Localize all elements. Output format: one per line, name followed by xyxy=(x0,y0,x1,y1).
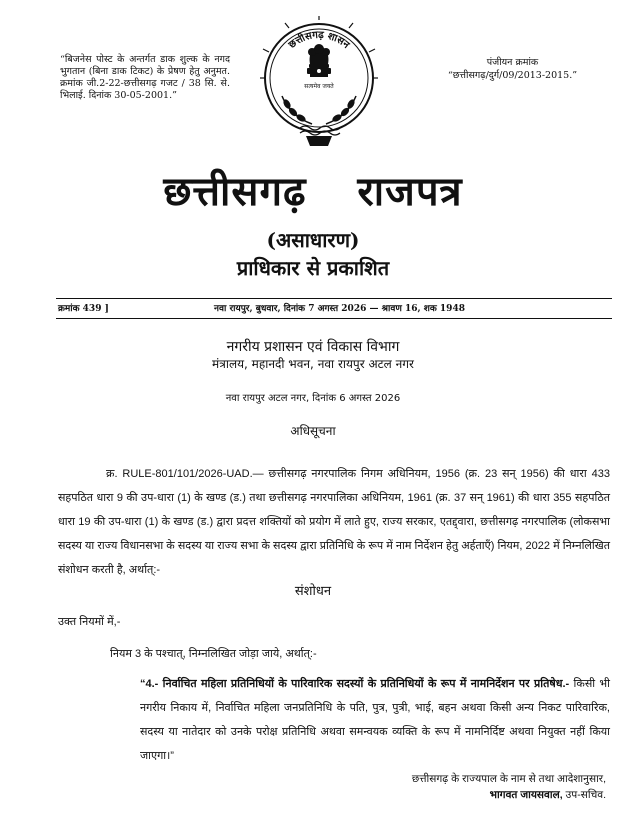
signatory-designation: उप-सचिव. xyxy=(565,789,606,801)
issue-number: क्रमांक 439 ] xyxy=(58,304,109,314)
emblem-motto: सत्यमेव जयते xyxy=(304,83,334,90)
insert-instruction: नियम 3 के पश्चात्, निम्नलिखित जोड़ा जाये, अर्थात्:- xyxy=(110,648,317,660)
bottom-divider xyxy=(56,318,612,319)
signatory-name: भागवत जायसवाल, xyxy=(489,789,563,801)
rules-intro: उक्त नियमों में,- xyxy=(58,616,121,628)
order-line: छत्तीसगढ़ के राज्यपाल के नाम से तथा आदेशानुसार, xyxy=(411,773,606,785)
department-name: नगरीय प्रशासन एवं विकास विभाग xyxy=(226,339,400,355)
issue-row xyxy=(58,302,610,316)
edition-label: (असाधारण) xyxy=(266,228,360,252)
issue-date-line: नवा रायपुर, बुधवार, दिनांक 7 अगस्त 2026 — श्रावण 16, शक 1948 xyxy=(214,304,465,314)
registration-label: पंजीयन क्रमांक xyxy=(486,57,539,68)
registration-number: “छत्तीसगढ़/दुर्ग/09/2013-2015.” xyxy=(447,70,578,81)
amendment-heading: संशोधन xyxy=(294,583,332,598)
published-by-label: प्राधिकार से प्रकाशित xyxy=(236,256,390,280)
new-rule-block xyxy=(140,672,610,768)
top-divider xyxy=(56,298,612,299)
new-rule-heading: “4.- निर्वाचित महिला प्रतिनिधियों के पारिवारिक सदस्यों के प्रतिनिधियों के रूप में नामनिर्देशन पर प्रतिषेध.- xyxy=(140,678,570,690)
new-rule-text: किसी भी नगरीय निकाय में, निर्वाचित महिला जनप्रतिनिधि के पति, पुत्र, पुत्री, भाई, बहन अथवा किसी अन्य निकट पारिवारिक, सदस्य या नातेदार को उनके परोक्ष प्रतिनिधि अथवा समन्वयक व्यक्ति के रूप में नामनिर्दिष्ट अथवा नियुक्त नहीं किया जाएगा।” xyxy=(140,678,610,762)
signatory xyxy=(490,788,606,802)
ministry-address: मंत्रालय, महानदी भवन, नवा रायपुर अटल नगर xyxy=(212,357,414,371)
notification-paragraph: क्र. RULE-801/101/2026-UAD.— छत्तीसगढ़ नगरपालिक निगम अधिनियम, 1956 (क्र. 23 सन् 1956) की धारा 433 सहपठित धारा 9 की उप-धारा (1) के खण्ड (ड.) तथा छत्तीसगढ़ नगरपालिका अधिनियम, 1961 (क्र. 37 सन् 1961) की धारा 355 सहपठित धारा 19 की उप-धारा (1) के खण्ड (ड.) द्वारा प्रदत्त शक्तियों को प्रयोग में लाते हुए, राज्य सरकार, एतद्द्वारा, छत्तीसगढ़ नगरपालिक (लोकसभा सदस्य या राज्य विधानसभा के सदस्य या राज्य सभा के सदस्य द्वारा प्रतिनिधि के रूप में नाम निर्देशन हेतु अर्हताएँ) नियम, 2022 में निम्नलिखित संशोधन करती है, अर्थात्:- xyxy=(58,468,610,576)
postal-permission-note: “बिजनेस पोस्ट के अन्तर्गत डाक शुल्क के नगद भुगतान (बिना डाक टिकट) के प्रेषण हेतु अनुमत. क्रमांक जी.2-22-छत्तीसगढ़ गजट / 38 सि. से. भिलाई. दिनांक 30-05-2001.” xyxy=(60,54,230,101)
emblem-arc-text: छत्तीसगढ़ शासन xyxy=(286,29,352,51)
registration-block xyxy=(425,56,600,82)
notification-title: अधिसूचना xyxy=(290,424,336,438)
place-date: नवा रायपुर अटल नगर, दिनांक 6 अगस्त 2026 xyxy=(225,393,401,404)
state-emblem-icon xyxy=(260,16,378,156)
gazette-title: छत्तीसगढ़ राजपत्र xyxy=(163,168,463,215)
